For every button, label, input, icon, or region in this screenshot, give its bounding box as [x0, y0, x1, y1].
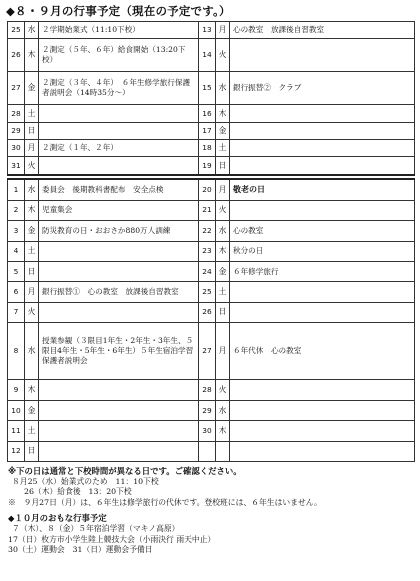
event-text: [39, 421, 199, 441]
day-number: 3: [8, 221, 25, 241]
weekday: 火: [25, 302, 39, 322]
day-number: 30: [199, 421, 216, 441]
note-line: 17（日）枚方市小学生陸上競技大会（小雨決行 雨天中止）: [8, 534, 216, 544]
weekday: 木: [216, 105, 230, 122]
weekday: 木: [216, 421, 230, 441]
schedule-row: [8, 282, 415, 302]
day-number: 21: [199, 200, 216, 220]
weekday: 水: [25, 179, 39, 200]
event-text: [39, 400, 199, 420]
weekday: 火: [216, 200, 230, 220]
empty-cell: [199, 441, 216, 461]
weekday: 木: [25, 39, 39, 72]
weekday: 金: [25, 72, 39, 105]
schedule-row: [8, 421, 415, 441]
schedule-row: [8, 140, 415, 157]
weekday: 木: [25, 380, 39, 400]
weekday: 土: [25, 421, 39, 441]
schedule-row: [8, 380, 415, 400]
event-text: [39, 105, 199, 122]
october-events-heading: ◆１０月のおもな行事予定: [8, 513, 107, 524]
day-number: 12: [8, 441, 25, 461]
event-text: 心の教室 放課後自習教室: [230, 22, 415, 39]
day-number: 2: [8, 200, 25, 220]
note-line: ７（木）、８（金）５年宿泊学習（マキノ高原）: [12, 523, 180, 533]
day-number: 9: [8, 380, 25, 400]
weekday: 月: [216, 323, 230, 380]
schedule-row: [8, 441, 415, 461]
empty-cell: [230, 441, 415, 461]
weekday: 日: [25, 441, 39, 461]
weekday: 火: [25, 157, 39, 175]
event-text: [230, 140, 415, 157]
day-number: 28: [8, 105, 25, 122]
day-number: 13: [199, 22, 216, 39]
weekday: 土: [216, 282, 230, 302]
schedule-row: [8, 302, 415, 322]
event-text: [230, 421, 415, 441]
day-number: 26: [8, 39, 25, 72]
event-text: ２測定（３年、４年） ６年生修学旅行保護者説明会（14時35分～）: [39, 72, 199, 105]
event-text: [39, 122, 199, 139]
weekday: 金: [25, 400, 39, 420]
weekday: 水: [216, 72, 230, 105]
event-text: [230, 380, 415, 400]
event-text: ２測定（１年、２年）: [39, 140, 199, 157]
day-number: 6: [8, 282, 25, 302]
weekday: 月: [25, 140, 39, 157]
day-number: 16: [199, 105, 216, 122]
page-title: ◆８・９月の行事予定（現在の予定です。）: [6, 4, 231, 18]
day-number: 20: [199, 179, 216, 200]
notes-section: [8, 466, 414, 556]
event-text: 銀行振替① 心の教室 放課後自習教室: [39, 282, 199, 302]
weekday: 火: [216, 380, 230, 400]
event-text: 敬老の日: [230, 179, 415, 200]
schedule-row: [8, 261, 415, 281]
event-text: 銀行振替② クラブ: [230, 72, 415, 105]
schedule-row: [8, 179, 415, 200]
september-schedule-table: [7, 178, 415, 462]
day-number: 8: [8, 323, 25, 380]
day-number: 23: [199, 241, 216, 261]
note-line: 26（木）給食後 13：20下校: [24, 487, 132, 497]
schedule-row: [8, 157, 415, 175]
day-number: 29: [8, 122, 25, 139]
empty-cell: [216, 441, 230, 461]
event-text: 委員会 後期教科書配布 安全点検: [39, 179, 199, 200]
schedule-row: [8, 22, 415, 39]
weekday: 土: [216, 140, 230, 157]
day-number: 24: [199, 261, 216, 281]
day-number: 19: [199, 157, 216, 175]
weekday: 日: [25, 122, 39, 139]
schedule-row: [8, 200, 415, 220]
event-text: [230, 302, 415, 322]
schedule-row: [8, 105, 415, 122]
event-text: ２測定（５年、６年）給食開始（13:20下校）: [39, 39, 199, 72]
event-text: [39, 157, 199, 175]
weekday: 木: [216, 241, 230, 261]
day-number: 7: [8, 302, 25, 322]
schedule-row: [8, 221, 415, 241]
day-number: 14: [199, 39, 216, 72]
event-text: [230, 282, 415, 302]
event-text: [230, 200, 415, 220]
event-text: ６年代休 心の教室: [230, 323, 415, 380]
event-text: [39, 380, 199, 400]
weekday: 土: [25, 105, 39, 122]
event-text: ２学期始業式（11:10下校）: [39, 22, 199, 39]
note-line: 30（土）運動会 31（日）運動会予備日: [8, 545, 153, 555]
day-number: 10: [8, 400, 25, 420]
day-number: 31: [8, 157, 25, 175]
event-text: [230, 157, 415, 175]
event-text: 秋分の日: [230, 241, 415, 261]
weekday: 日: [216, 302, 230, 322]
day-number: 1: [8, 179, 25, 200]
day-number: 27: [199, 323, 216, 380]
event-text: [230, 105, 415, 122]
event-text: 児童集会: [39, 200, 199, 220]
weekday: 月: [25, 282, 39, 302]
weekday: 日: [25, 261, 39, 281]
day-number: 5: [8, 261, 25, 281]
day-number: 11: [8, 421, 25, 441]
day-number: 27: [8, 72, 25, 105]
day-number: 15: [199, 72, 216, 105]
weekday: 火: [216, 39, 230, 72]
schedule-row: [8, 122, 415, 139]
event-text: [39, 302, 199, 322]
day-number: 17: [199, 122, 216, 139]
schedule-row: [8, 72, 415, 105]
weekday: 月: [216, 179, 230, 200]
dismissal-notice-heading: ※下の日は通常と下校時間が異なる日です。ご確認ください。: [8, 466, 242, 476]
day-number: 30: [8, 140, 25, 157]
day-number: 4: [8, 241, 25, 261]
day-number: 18: [199, 140, 216, 157]
note-line: ８月25（水）始業式のため 11：10下校: [12, 476, 159, 486]
event-text: 心の教室: [230, 221, 415, 241]
event-text: ６年修学旅行: [230, 261, 415, 281]
day-number: 25: [199, 282, 216, 302]
event-text: [39, 261, 199, 281]
schedule-row: [8, 241, 415, 261]
weekday: 金: [25, 221, 39, 241]
note-line: ※ ９月27日（月）は、６年生は修学旅行の代休です。登校班には、６年生はいません。: [8, 497, 322, 507]
event-text: [230, 39, 415, 72]
weekday: 水: [216, 221, 230, 241]
day-number: 29: [199, 400, 216, 420]
schedule-row: [8, 400, 415, 420]
event-text: [230, 122, 415, 139]
weekday: 金: [216, 261, 230, 281]
weekday: 水: [25, 323, 39, 380]
weekday: 月: [216, 22, 230, 39]
august-schedule-table: [7, 21, 415, 176]
weekday: 水: [25, 22, 39, 39]
weekday: 木: [25, 200, 39, 220]
day-number: 22: [199, 221, 216, 241]
schedule-row: [8, 323, 415, 380]
weekday: 金: [216, 122, 230, 139]
event-text: 授業参観（３限目1年生・2年生・3年生、５限目4年生・5年生・6年生）５年生宿泊学習保護者説明会: [39, 323, 199, 380]
weekday: 土: [25, 241, 39, 261]
event-text: [230, 400, 415, 420]
day-number: 25: [8, 22, 25, 39]
weekday: 日: [216, 157, 230, 175]
day-number: 28: [199, 380, 216, 400]
event-text: [39, 441, 199, 461]
event-text: [39, 241, 199, 261]
day-number: 26: [199, 302, 216, 322]
event-text: 防災教育の日・おおさか880万人訓練: [39, 221, 199, 241]
schedule-row: [8, 39, 415, 72]
weekday: 水: [216, 400, 230, 420]
